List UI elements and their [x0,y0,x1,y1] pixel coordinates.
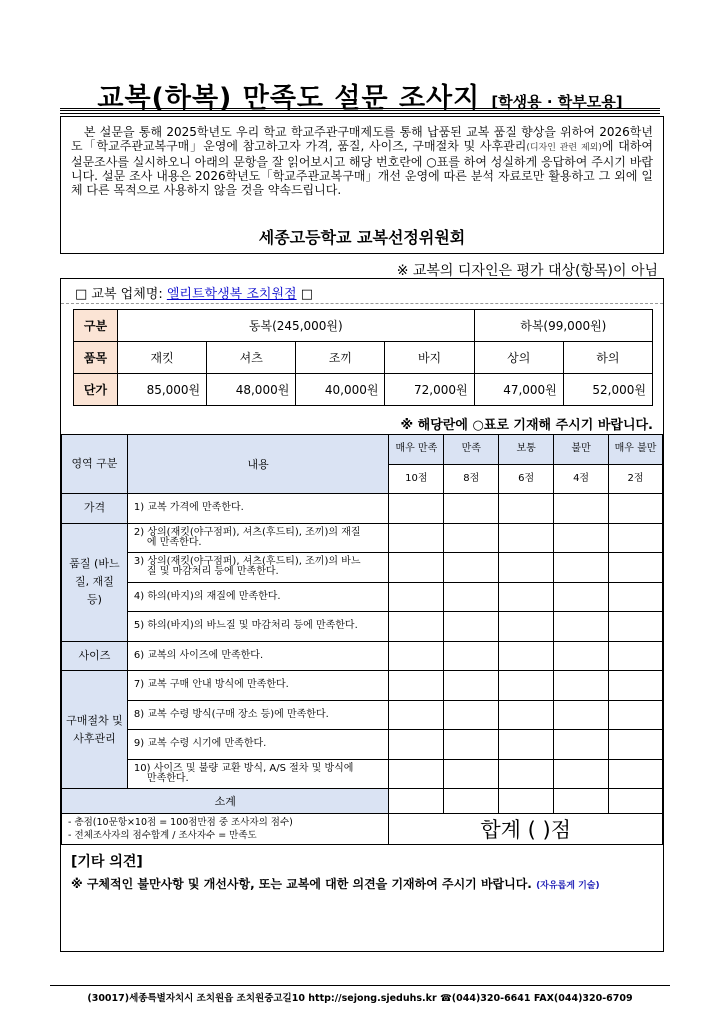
answer-cell[interactable] [554,759,609,789]
answer-cell[interactable] [389,553,444,583]
subtotal-cell[interactable] [444,789,499,814]
question-10 [127,759,388,789]
intro-part2: 에 대하여 설문조사를 실시하오니 아래의 문항을 잘 읽어보시고 해당 번호란에 ○표를 하여 성실하게 응답하여 주시기 바랍니다. 설문 조사 내용은 2026학년도「학교주관교복구매」개선 운영에 따른 분석 자료로만 활용하고 그 외에 일체 다른 목적으로 사용하지 않을 것을 약속드립니다. [71,139,654,197]
question-7 [127,671,388,701]
answer-cell[interactable] [444,671,499,701]
answer-cell[interactable] [554,523,609,553]
answer-cell[interactable] [554,671,609,701]
item-price: 85,000원 [118,374,207,406]
answer-cell[interactable] [444,730,499,760]
design-note: ※ 교복의 디자인은 평가 대상(항목)이 아님 [396,263,658,279]
subtotal-cell[interactable] [554,789,609,814]
answer-cell[interactable] [554,612,609,642]
answer-cell[interactable] [499,553,554,583]
item-price: 48,000원 [207,374,296,406]
answer-cell[interactable] [554,641,609,671]
scale-points: 2점 [609,464,663,494]
answer-cell[interactable] [554,494,609,524]
header-content: 내용 [127,435,388,494]
answer-cell[interactable] [444,612,499,642]
answer-cell[interactable] [389,612,444,642]
answer-cell[interactable] [389,730,444,760]
scale-label: 보통 [499,435,554,465]
survey-frame [60,278,664,952]
school-address: (30017)세종특별자치시 조치원읍 조치원중고길10 http://sejong.sjeduhs.kr ☎(044)320-6641 FAX(044)320-6709 [87,993,633,1004]
scale-label: 불만 [554,435,609,465]
other-opinion-hint: (자유롭게 기술) [536,881,600,891]
answer-cell[interactable] [554,582,609,612]
intro-small: (디자인 관련 제외) [526,143,602,153]
subtotal-cell[interactable] [389,789,444,814]
question-5 [127,612,388,642]
vendor-divider [61,303,663,304]
answer-cell[interactable] [499,523,554,553]
header-area: 영역 구분 [62,435,128,494]
answer-cell[interactable] [389,700,444,730]
question-text: 2) 상의(재킷(야구점퍼), 셔츠(후드티), 조끼)의 재질 [133,526,361,538]
answer-cell[interactable] [499,730,554,760]
scale-points: 6점 [499,464,554,494]
scale-points: 4점 [554,464,609,494]
answer-cell[interactable] [499,700,554,730]
answer-cell[interactable] [554,700,609,730]
category-price: 가격 [62,494,128,524]
scale-points: 10점 [389,464,444,494]
item-price: 40,000원 [296,374,385,406]
question-text: 5) 하의(바지)의 바느질 및 마감처리 등에 만족한다. [133,620,358,632]
answer-cell[interactable] [609,612,663,642]
title-sub: [학생용 · 학부모용] [491,93,623,111]
item-name: 상의 [474,342,563,374]
answer-cell[interactable] [609,759,663,789]
question-3 [127,553,388,583]
question-text: 4) 하의(바지)의 재질에 만족한다. [133,590,281,602]
scoring-note-1: - 총점(10문항×10점 = 100점만점 중 조사자의 점수) [68,817,293,828]
vendor-line [75,283,313,302]
committee-name: 세종고등학교 교복선정위원회 [258,228,466,247]
answer-cell[interactable] [609,641,663,671]
answer-cell[interactable] [609,553,663,583]
survey-table [61,434,663,845]
question-text: 8) 교복 수령 방식(구매 장소 등)에 만족한다. [133,708,329,720]
title-rule [60,108,660,114]
question-text: 10) 사이즈 및 불량 교환 방식, A/S 절차 및 방식에 [133,762,354,774]
answer-cell[interactable] [444,759,499,789]
subtotal-cell[interactable] [499,789,554,814]
category-purchase: 구매절차 및 사후관리 [62,671,128,789]
scale-label: 만족 [444,435,499,465]
answer-cell[interactable] [444,523,499,553]
item-name: 재킷 [118,342,207,374]
answer-cell[interactable] [389,671,444,701]
question-text: 7) 교복 구매 안내 방식에 만족한다. [133,679,289,691]
answer-cell[interactable] [444,641,499,671]
footer-divider [50,985,670,986]
scale-label: 매우 만족 [389,435,444,465]
category-size: 사이즈 [62,641,128,671]
other-opinion-instruction: ※ 구체적인 불만사항 및 개선사항, 또는 교복에 대한 의견을 기재하여 주시기 바랍니다. [71,877,532,891]
question-text-cont: 만족한다. [146,772,189,784]
answer-cell[interactable] [389,759,444,789]
answer-cell[interactable] [389,523,444,553]
item-label: 품목 [74,342,118,374]
winter-uniform: 동복(245,000원) [118,310,475,342]
question-text: 6) 교복의 사이즈에 만족한다. [133,649,264,661]
subtotal-label: 소계 [62,789,389,814]
question-1 [127,494,388,524]
answer-cell[interactable] [609,700,663,730]
other-opinion-text [71,875,600,892]
intro-text [71,125,653,197]
summer-uniform: 하복(99,000원) [474,310,652,342]
subtotal-cell[interactable] [609,789,663,814]
question-2 [127,523,388,553]
question-text: 3) 상의(재킷(야구점퍼), 셔츠(후드티), 조끼)의 바느 [133,556,361,568]
answer-cell[interactable] [499,494,554,524]
answer-cell[interactable] [444,582,499,612]
category-quality: 품질 (바느질, 재질 등) [62,523,128,641]
question-4 [127,582,388,612]
intro-box [60,116,664,254]
question-text: 9) 교복 수령 시기에 만족한다. [133,738,267,750]
answer-cell[interactable] [389,494,444,524]
question-text-cont: 질 및 마감처리 등에 만족한다. [146,566,279,578]
answer-cell[interactable] [554,553,609,583]
item-price: 47,000원 [474,374,563,406]
question-9 [127,730,388,760]
question-text: 1) 교복 가격에 만족한다. [133,502,244,514]
price-label: 단가 [74,374,118,406]
answer-cell[interactable] [389,582,444,612]
question-text-cont: 에 만족한다. [146,536,202,548]
answer-cell[interactable] [609,730,663,760]
item-name: 하의 [563,342,652,374]
price-section-label: 구분 [74,310,118,342]
intro-part1: 본 설문을 통해 2025학년도 우리 학교 학교주관구매제도를 통해 납품된 교복 품질 향상을 위하여 2026학년도「학교주관교복구매」운영에 참고하고자 가격, 품질, 사이즈, 구매절차 및 사후관리 [71,125,653,153]
item-name: 셔츠 [207,342,296,374]
question-8 [127,700,388,730]
total-score[interactable]: 합계 ( )점 [389,814,663,845]
vendor-name: 엘리트학생복 조치원점 [166,287,297,302]
answer-cell[interactable] [444,700,499,730]
other-opinion-title: [기타 의견] [71,854,143,870]
scoring-notes [62,814,389,845]
answer-cell[interactable] [499,759,554,789]
price-table [73,309,653,406]
instruction-note: ※ 해당란에 ○표로 기재해 주시기 바랍니다. [400,418,653,433]
answer-cell[interactable] [609,494,663,524]
vendor-checkbox[interactable]: □ [300,287,314,302]
item-name: 바지 [385,342,474,374]
scale-label: 매우 불만 [609,435,663,465]
answer-cell[interactable] [499,612,554,642]
question-6 [127,641,388,671]
answer-cell[interactable] [499,641,554,671]
answer-cell[interactable] [609,523,663,553]
scoring-note-2: - 전체조사자의 점수합계 / 조사자수 = 만족도 [68,830,257,841]
answer-cell[interactable] [444,494,499,524]
scale-points: 8점 [444,464,499,494]
item-price: 52,000원 [563,374,652,406]
vendor-label: □ 교복 업체명: [75,287,163,302]
answer-cell[interactable] [444,553,499,583]
answer-cell[interactable] [609,671,663,701]
title-main: 교복(하복) 만족도 설문 조사지 [97,83,481,114]
answer-cell[interactable] [389,641,444,671]
item-name: 조끼 [296,342,385,374]
answer-cell[interactable] [499,671,554,701]
answer-cell[interactable] [499,582,554,612]
answer-cell[interactable] [554,730,609,760]
item-price: 72,000원 [385,374,474,406]
answer-cell[interactable] [609,582,663,612]
